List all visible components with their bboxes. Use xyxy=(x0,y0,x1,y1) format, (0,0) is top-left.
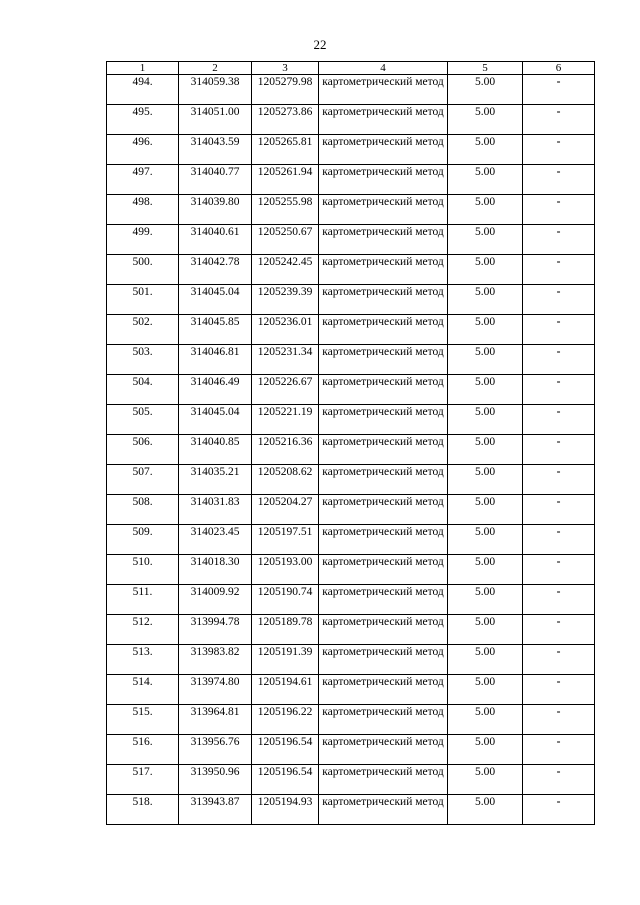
y-coordinate-cell: 1205208.62 xyxy=(252,465,319,495)
x-coordinate-cell: 314042.78 xyxy=(179,255,252,285)
point-number-cell: 518. xyxy=(107,795,179,825)
coordinates-table xyxy=(106,61,595,825)
method-cell: картометрический метод xyxy=(319,735,448,765)
accuracy-cell: 5.00 xyxy=(448,735,523,765)
x-coordinate-cell: 314023.45 xyxy=(179,525,252,555)
accuracy-cell: 5.00 xyxy=(448,75,523,105)
table-row xyxy=(107,615,595,645)
method-cell: картометрический метод xyxy=(319,195,448,225)
point-number-cell: 509. xyxy=(107,525,179,555)
method-cell: картометрический метод xyxy=(319,705,448,735)
method-cell: картометрический метод xyxy=(319,585,448,615)
x-coordinate-cell: 314043.59 xyxy=(179,135,252,165)
point-number-cell: 510. xyxy=(107,555,179,585)
table-row xyxy=(107,405,595,435)
point-number-cell: 503. xyxy=(107,345,179,375)
note-cell: - xyxy=(523,315,595,345)
note-cell: - xyxy=(523,195,595,225)
accuracy-cell: 5.00 xyxy=(448,405,523,435)
table-row xyxy=(107,135,595,165)
note-cell: - xyxy=(523,375,595,405)
x-coordinate-cell: 314040.77 xyxy=(179,165,252,195)
y-coordinate-cell: 1205193.00 xyxy=(252,555,319,585)
accuracy-cell: 5.00 xyxy=(448,645,523,675)
y-coordinate-cell: 1205197.51 xyxy=(252,525,319,555)
table-row xyxy=(107,735,595,765)
x-coordinate-cell: 314039.80 xyxy=(179,195,252,225)
page-number: 22 xyxy=(313,37,327,52)
method-cell: картометрический метод xyxy=(319,255,448,285)
y-coordinate-cell: 1205250.67 xyxy=(252,225,319,255)
note-cell: - xyxy=(523,255,595,285)
note-cell: - xyxy=(523,675,595,705)
accuracy-cell: 5.00 xyxy=(448,465,523,495)
note-cell: - xyxy=(523,405,595,435)
x-coordinate-cell: 314045.04 xyxy=(179,285,252,315)
y-coordinate-cell: 1205236.01 xyxy=(252,315,319,345)
table-row xyxy=(107,555,595,585)
accuracy-cell: 5.00 xyxy=(448,615,523,645)
x-coordinate-cell: 314045.04 xyxy=(179,405,252,435)
y-coordinate-cell: 1205194.61 xyxy=(252,675,319,705)
y-coordinate-cell: 1205204.27 xyxy=(252,495,319,525)
note-cell: - xyxy=(523,555,595,585)
x-coordinate-cell: 314045.85 xyxy=(179,315,252,345)
note-cell: - xyxy=(523,705,595,735)
y-coordinate-cell: 1205221.19 xyxy=(252,405,319,435)
table-row xyxy=(107,465,595,495)
method-cell: картометрический метод xyxy=(319,765,448,795)
x-coordinate-cell: 313943.87 xyxy=(179,795,252,825)
point-number-cell: 514. xyxy=(107,675,179,705)
table-header-row xyxy=(107,62,595,75)
method-cell: картометрический метод xyxy=(319,75,448,105)
method-cell: картометрический метод xyxy=(319,105,448,135)
y-coordinate-cell: 1205196.22 xyxy=(252,705,319,735)
point-number-cell: 501. xyxy=(107,285,179,315)
point-number-cell: 499. xyxy=(107,225,179,255)
accuracy-cell: 5.00 xyxy=(448,345,523,375)
accuracy-cell: 5.00 xyxy=(448,495,523,525)
x-coordinate-cell: 313950.96 xyxy=(179,765,252,795)
note-cell: - xyxy=(523,75,595,105)
x-coordinate-cell: 313964.81 xyxy=(179,705,252,735)
x-coordinate-cell: 314009.92 xyxy=(179,585,252,615)
method-cell: картометрический метод xyxy=(319,285,448,315)
note-cell: - xyxy=(523,735,595,765)
point-number-cell: 507. xyxy=(107,465,179,495)
point-number-cell: 513. xyxy=(107,645,179,675)
table-row xyxy=(107,705,595,735)
y-coordinate-cell: 1205279.98 xyxy=(252,75,319,105)
method-cell: картометрический метод xyxy=(319,225,448,255)
method-cell: картометрический метод xyxy=(319,435,448,465)
y-coordinate-cell: 1205226.67 xyxy=(252,375,319,405)
note-cell: - xyxy=(523,645,595,675)
point-number-cell: 500. xyxy=(107,255,179,285)
point-number-cell: 497. xyxy=(107,165,179,195)
note-cell: - xyxy=(523,285,595,315)
method-cell: картометрический метод xyxy=(319,135,448,165)
method-cell: картометрический метод xyxy=(319,645,448,675)
y-coordinate-cell: 1205196.54 xyxy=(252,735,319,765)
accuracy-cell: 5.00 xyxy=(448,525,523,555)
y-coordinate-cell: 1205265.81 xyxy=(252,135,319,165)
y-coordinate-cell: 1205242.45 xyxy=(252,255,319,285)
accuracy-cell: 5.00 xyxy=(448,795,523,825)
y-coordinate-cell: 1205273.86 xyxy=(252,105,319,135)
x-coordinate-cell: 314059.38 xyxy=(179,75,252,105)
method-cell: картометрический метод xyxy=(319,345,448,375)
y-coordinate-cell: 1205239.39 xyxy=(252,285,319,315)
accuracy-cell: 5.00 xyxy=(448,675,523,705)
accuracy-cell: 5.00 xyxy=(448,375,523,405)
table-row xyxy=(107,435,595,465)
table-row xyxy=(107,645,595,675)
point-number-cell: 498. xyxy=(107,195,179,225)
table-row xyxy=(107,525,595,555)
y-coordinate-cell: 1205190.74 xyxy=(252,585,319,615)
point-number-cell: 516. xyxy=(107,735,179,765)
note-cell: - xyxy=(523,135,595,165)
x-coordinate-cell: 314051.00 xyxy=(179,105,252,135)
point-number-cell: 512. xyxy=(107,615,179,645)
method-cell: картометрический метод xyxy=(319,675,448,705)
accuracy-cell: 5.00 xyxy=(448,585,523,615)
column-header-2: 2 xyxy=(179,62,252,75)
method-cell: картометрический метод xyxy=(319,165,448,195)
x-coordinate-cell: 314040.85 xyxy=(179,435,252,465)
y-coordinate-cell: 1205255.98 xyxy=(252,195,319,225)
accuracy-cell: 5.00 xyxy=(448,765,523,795)
table-body xyxy=(107,75,595,825)
accuracy-cell: 5.00 xyxy=(448,165,523,195)
table-row xyxy=(107,345,595,375)
accuracy-cell: 5.00 xyxy=(448,435,523,465)
y-coordinate-cell: 1205189.78 xyxy=(252,615,319,645)
table-row xyxy=(107,225,595,255)
note-cell: - xyxy=(523,345,595,375)
table-row xyxy=(107,765,595,795)
table-row xyxy=(107,255,595,285)
method-cell: картометрический метод xyxy=(319,405,448,435)
table-row xyxy=(107,75,595,105)
table-row xyxy=(107,795,595,825)
table-row xyxy=(107,105,595,135)
point-number-cell: 511. xyxy=(107,585,179,615)
point-number-cell: 517. xyxy=(107,765,179,795)
x-coordinate-cell: 314046.49 xyxy=(179,375,252,405)
accuracy-cell: 5.00 xyxy=(448,315,523,345)
table-row xyxy=(107,285,595,315)
column-header-5: 5 xyxy=(448,62,523,75)
accuracy-cell: 5.00 xyxy=(448,105,523,135)
point-number-cell: 504. xyxy=(107,375,179,405)
method-cell: картометрический метод xyxy=(319,795,448,825)
accuracy-cell: 5.00 xyxy=(448,555,523,585)
method-cell: картометрический метод xyxy=(319,465,448,495)
point-number-cell: 502. xyxy=(107,315,179,345)
table-row xyxy=(107,195,595,225)
note-cell: - xyxy=(523,225,595,255)
table-row xyxy=(107,585,595,615)
column-header-3: 3 xyxy=(252,62,319,75)
x-coordinate-cell: 314046.81 xyxy=(179,345,252,375)
y-coordinate-cell: 1205194.93 xyxy=(252,795,319,825)
note-cell: - xyxy=(523,795,595,825)
table-row xyxy=(107,675,595,705)
x-coordinate-cell: 314040.61 xyxy=(179,225,252,255)
y-coordinate-cell: 1205196.54 xyxy=(252,765,319,795)
point-number-cell: 496. xyxy=(107,135,179,165)
note-cell: - xyxy=(523,495,595,525)
method-cell: картометрический метод xyxy=(319,315,448,345)
column-header-6: 6 xyxy=(523,62,595,75)
note-cell: - xyxy=(523,105,595,135)
note-cell: - xyxy=(523,435,595,465)
table-row xyxy=(107,315,595,345)
accuracy-cell: 5.00 xyxy=(448,195,523,225)
table-row xyxy=(107,495,595,525)
note-cell: - xyxy=(523,465,595,495)
accuracy-cell: 5.00 xyxy=(448,135,523,165)
accuracy-cell: 5.00 xyxy=(448,705,523,735)
method-cell: картометрический метод xyxy=(319,495,448,525)
x-coordinate-cell: 313983.82 xyxy=(179,645,252,675)
note-cell: - xyxy=(523,525,595,555)
accuracy-cell: 5.00 xyxy=(448,225,523,255)
method-cell: картометрический метод xyxy=(319,615,448,645)
note-cell: - xyxy=(523,165,595,195)
y-coordinate-cell: 1205216.36 xyxy=(252,435,319,465)
note-cell: - xyxy=(523,765,595,795)
point-number-cell: 505. xyxy=(107,405,179,435)
point-number-cell: 508. xyxy=(107,495,179,525)
method-cell: картометрический метод xyxy=(319,555,448,585)
x-coordinate-cell: 313956.76 xyxy=(179,735,252,765)
table-row xyxy=(107,165,595,195)
x-coordinate-cell: 314018.30 xyxy=(179,555,252,585)
point-number-cell: 494. xyxy=(107,75,179,105)
table-row xyxy=(107,375,595,405)
y-coordinate-cell: 1205261.94 xyxy=(252,165,319,195)
x-coordinate-cell: 313994.78 xyxy=(179,615,252,645)
x-coordinate-cell: 314035.21 xyxy=(179,465,252,495)
column-header-1: 1 xyxy=(107,62,179,75)
column-header-4: 4 xyxy=(319,62,448,75)
note-cell: - xyxy=(523,585,595,615)
accuracy-cell: 5.00 xyxy=(448,255,523,285)
y-coordinate-cell: 1205191.39 xyxy=(252,645,319,675)
method-cell: картометрический метод xyxy=(319,375,448,405)
point-number-cell: 515. xyxy=(107,705,179,735)
point-number-cell: 506. xyxy=(107,435,179,465)
method-cell: картометрический метод xyxy=(319,525,448,555)
y-coordinate-cell: 1205231.34 xyxy=(252,345,319,375)
note-cell: - xyxy=(523,615,595,645)
point-number-cell: 495. xyxy=(107,105,179,135)
x-coordinate-cell: 313974.80 xyxy=(179,675,252,705)
accuracy-cell: 5.00 xyxy=(448,285,523,315)
x-coordinate-cell: 314031.83 xyxy=(179,495,252,525)
